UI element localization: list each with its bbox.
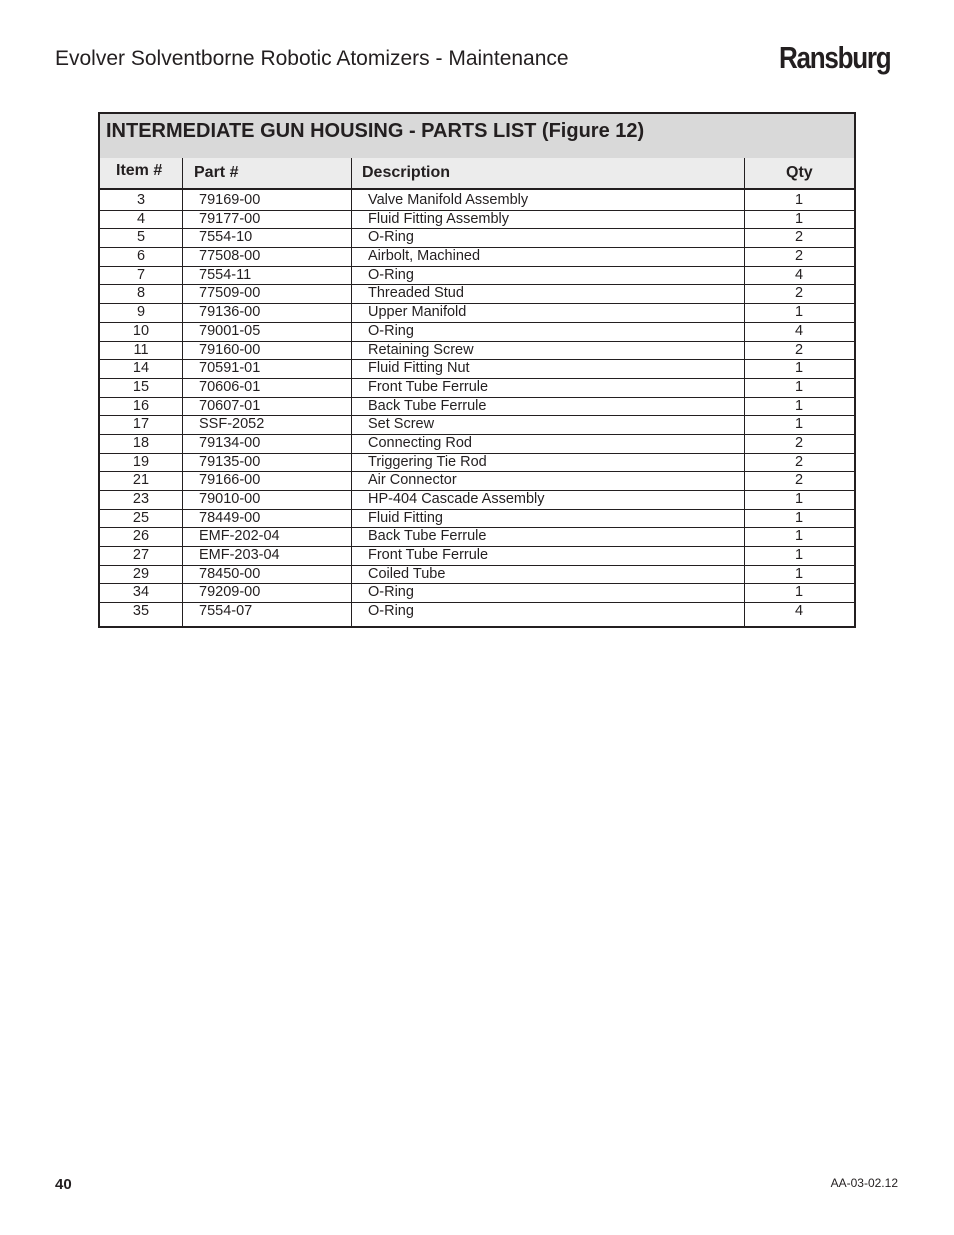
cell-qty: 4 [794,322,804,339]
cell-item: 18 [132,434,150,451]
column-header-qty: Qty [786,164,813,181]
cell-qty: 1 [794,304,804,321]
table-row [100,285,854,304]
cell-part-number: 79010-00 [199,491,261,507]
cell-item: 25 [132,509,150,526]
cell-description: Fluid Fitting Assembly [368,210,510,227]
cell-qty: 1 [794,528,804,545]
table-row [100,416,854,435]
table-row [100,229,854,248]
cell-qty: 1 [794,192,804,208]
cell-item: 23 [132,491,150,507]
table-row [100,211,854,230]
cell-qty: 2 [794,229,804,246]
cell-qty: 2 [794,453,804,470]
cell-description: Upper Manifold [368,304,467,321]
cell-item: 3 [136,192,146,208]
parts-list-table [98,112,856,628]
cell-part-number: 79134-00 [199,434,261,451]
cell-qty: 1 [794,416,804,433]
cell-item: 4 [136,210,146,227]
cell-item: 10 [132,322,150,339]
cell-description: Coiled Tube [368,565,446,582]
cell-part-number: 77509-00 [199,285,261,302]
cell-part-number: 79136-00 [199,304,261,321]
cell-item: 17 [132,416,150,433]
cell-qty: 1 [794,509,804,526]
table-row [100,510,854,529]
table-row [100,398,854,417]
cell-qty: 2 [794,285,804,302]
cell-item: 14 [132,360,150,377]
cell-item: 8 [136,285,146,302]
document-title: Evolver Solventborne Robotic Atomizers - Maintenance [55,47,569,70]
cell-qty: 2 [794,341,804,358]
table-row [100,454,854,473]
cell-qty: 1 [794,565,804,582]
cell-item: 15 [132,378,150,395]
cell-item: 34 [132,584,150,601]
cell-part-number: 7554-11 [199,266,252,283]
cell-part-number: 78449-00 [199,509,261,526]
cell-description: Valve Manifold Assembly [368,192,529,208]
cell-part-number: 79177-00 [199,210,261,227]
cell-qty: 1 [794,378,804,395]
cell-qty: 1 [794,491,804,507]
cell-item: 35 [132,603,150,620]
column-header-description: Description [362,164,451,181]
cell-description: Triggering Tie Rod [368,453,487,470]
cell-item: 7 [136,266,146,283]
cell-qty: 1 [794,397,804,414]
cell-description: Front Tube Ferrule [368,378,489,395]
cell-qty: 1 [794,584,804,601]
cell-description: O-Ring [368,322,414,339]
cell-qty: 1 [794,210,804,227]
table-row [100,248,854,267]
cell-item: 5 [136,229,146,246]
table-row [100,547,854,566]
brand-logo: Ransburg [779,40,891,75]
cell-item: 19 [132,453,150,470]
cell-description: Front Tube Ferrule [368,547,489,564]
cell-part-number: 79169-00 [199,192,261,208]
table-body [100,192,854,622]
cell-part-number: 79001-05 [199,322,261,339]
table-row [100,491,854,510]
cell-part-number: 78450-00 [199,565,261,582]
table-title-bar [100,114,854,159]
column-header-part: Part # [194,164,239,181]
cell-qty: 2 [794,472,804,489]
cell-description: Fluid Fitting Nut [368,360,470,377]
table-header-row [100,158,854,190]
cell-description: Air Connector [368,472,457,489]
cell-item: 29 [132,565,150,582]
table-row [100,342,854,361]
table-row [100,603,854,622]
cell-item: 16 [132,397,150,414]
cell-description: O-Ring [368,229,414,246]
cell-item: 9 [136,304,146,321]
cell-part-number: 79135-00 [199,453,261,470]
cell-qty: 2 [794,434,804,451]
cell-description: Back Tube Ferrule [368,397,487,414]
cell-part-number: 77508-00 [199,248,261,265]
cell-description: HP-404 Cascade Assembly [368,491,545,507]
column-header-item: Item # [116,162,163,179]
cell-part-number: 79166-00 [199,472,261,489]
table-row [100,379,854,398]
document-code: AA-03-02.12 [830,1176,898,1190]
cell-qty: 4 [794,266,804,283]
table-row [100,566,854,585]
cell-item: 26 [132,528,150,545]
cell-item: 6 [136,248,146,265]
table-row [100,267,854,286]
cell-description: Threaded Stud [368,285,464,302]
table-row [100,304,854,323]
cell-part-number: 79160-00 [199,341,261,358]
cell-part-number: 70607-01 [199,397,261,414]
cell-part-number: EMF-202-04 [199,528,280,545]
table-row [100,192,854,211]
table-row [100,472,854,491]
cell-part-number: 70591-01 [199,360,261,377]
cell-description: Back Tube Ferrule [368,528,487,545]
cell-item: 27 [132,547,150,564]
cell-item: 11 [133,341,149,358]
table-row [100,323,854,342]
cell-description: O-Ring [368,584,414,601]
cell-description: Connecting Rod [368,434,472,451]
table-title: INTERMEDIATE GUN HOUSING - PARTS LIST (Figure 12) [106,120,645,142]
cell-part-number: 7554-10 [199,229,253,246]
table-row [100,584,854,603]
cell-qty: 2 [794,248,804,265]
cell-part-number: 79209-00 [199,584,261,601]
cell-description: Airbolt, Machined [368,248,481,265]
cell-item: 21 [132,472,150,489]
table-row [100,435,854,454]
page-number: 40 [55,1176,72,1193]
cell-part-number: SSF-2052 [199,416,265,433]
cell-description: Set Screw [368,416,435,433]
cell-description: O-Ring [368,603,414,620]
cell-qty: 4 [794,603,804,620]
cell-description: O-Ring [368,266,414,283]
cell-qty: 1 [794,547,804,564]
cell-qty: 1 [794,360,804,377]
cell-part-number: 7554-07 [199,603,253,620]
cell-description: Retaining Screw [368,341,474,358]
cell-part-number: EMF-203-04 [199,547,280,564]
cell-description: Fluid Fitting [368,509,443,526]
table-row [100,528,854,547]
cell-part-number: 70606-01 [199,378,261,395]
table-row [100,360,854,379]
